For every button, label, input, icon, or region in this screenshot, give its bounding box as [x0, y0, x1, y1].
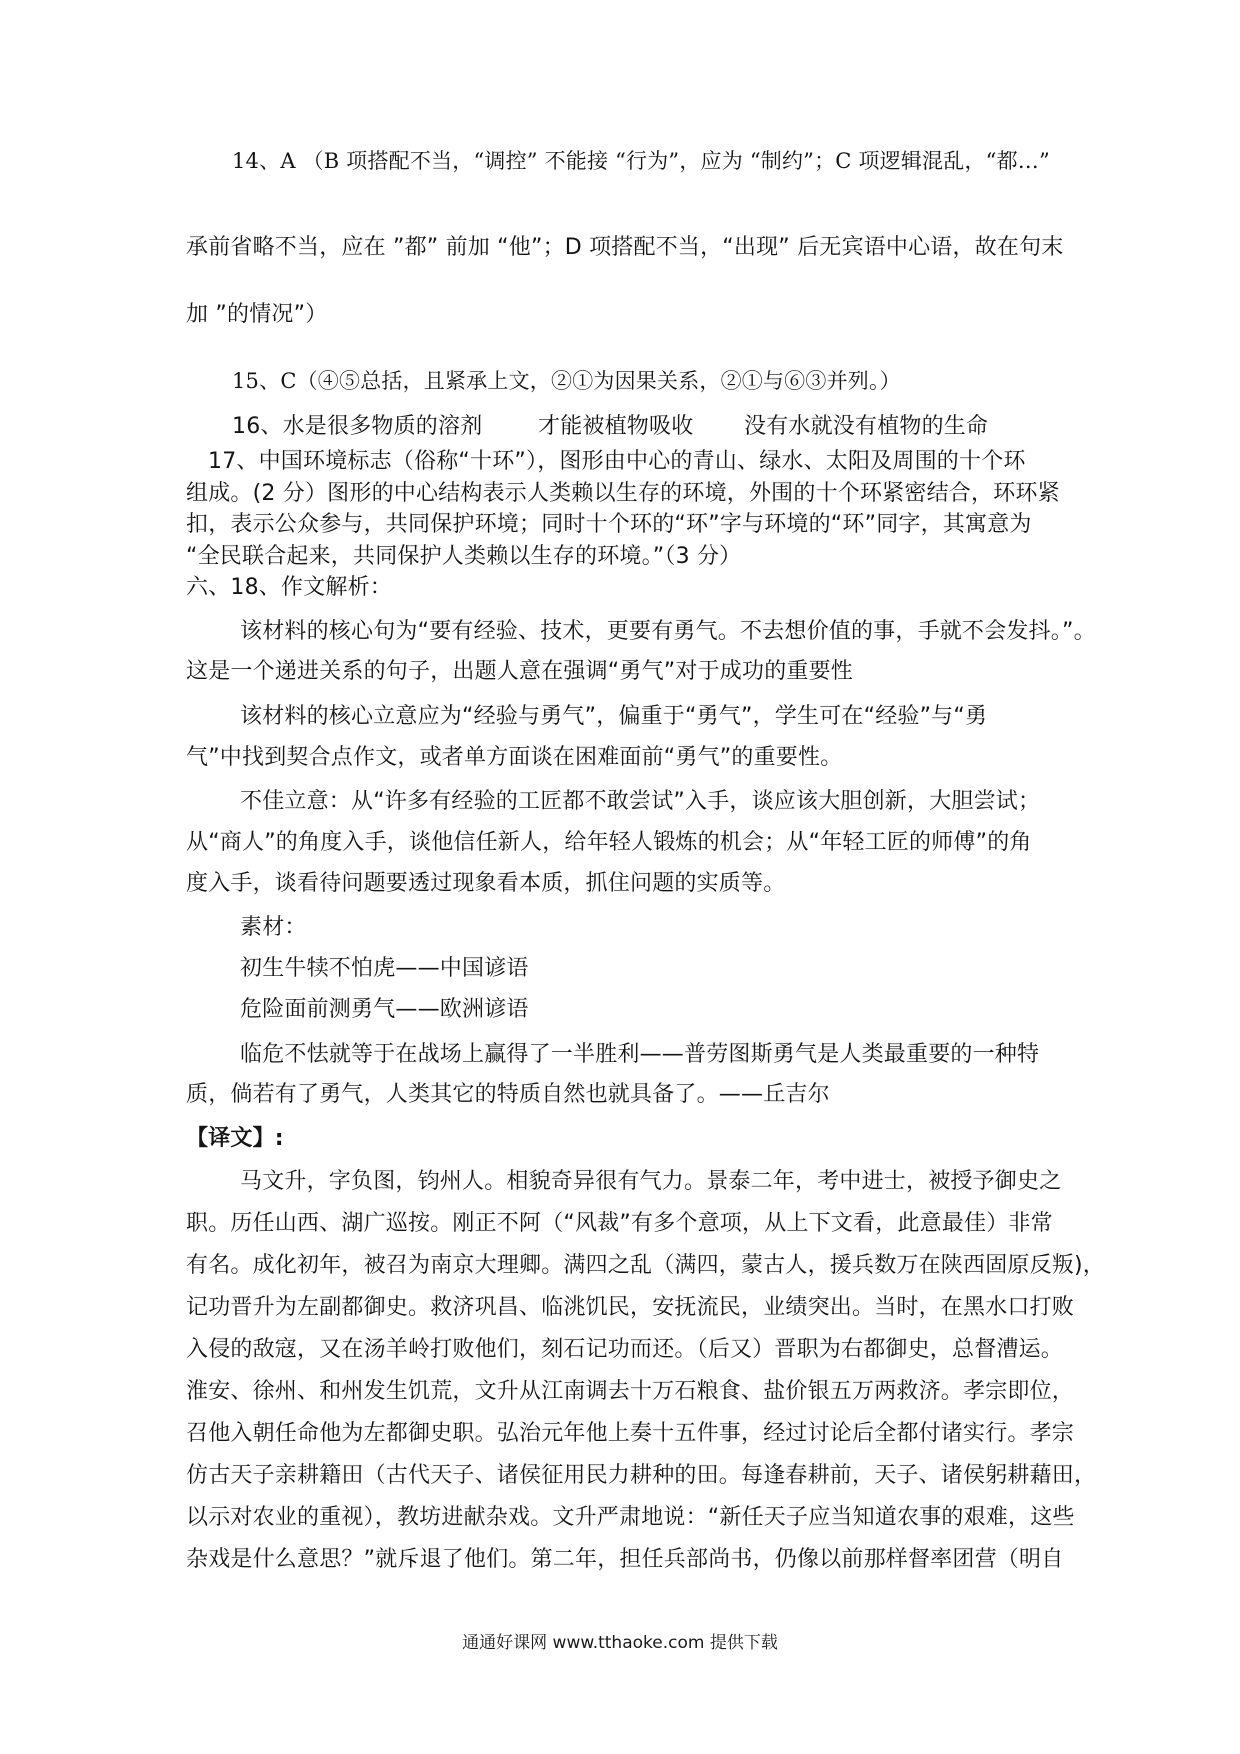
- q18-p3-line-1: 不佳立意：从“许多有经验的工匠都不敢尝试”入手，谈应该大胆创新，大胆尝试；: [240, 789, 1041, 814]
- page-footer: 通通好课网 www.tthaoke.com 提供下载: [462, 1633, 778, 1653]
- q15-line-1: 15、C（④⑤总括，且紧承上文，②①为因果关系，②①与⑥③并列。）: [232, 369, 901, 393]
- q16-part-2: 才能被植物吸收: [538, 414, 694, 439]
- translation-line: 入侵的敌寇，又在汤羊岭打败他们，刻石记功而还。（后又）晋职为右都御史，总督漕运。: [186, 1337, 1064, 1362]
- q17-line-3: 扣，表示公众参与，共同保护环境；同时十个环的“环”字与环境的“环”同字，其寓意为: [186, 512, 1032, 537]
- q18-material-3-line-2: 质，倘若有了勇气，人类其它的特质自然也就具备了。——丘吉尔: [186, 1082, 830, 1107]
- q18-p3-line-2: 从“商人”的角度入手，谈他信任新人，给年轻人锻炼的机会；从“年轻工匠的师傅”的角: [186, 830, 1032, 855]
- q16-part-1: 16、水是很多物质的溶剂: [232, 414, 483, 439]
- q18-p1-line-2: 这是一个递进关系的句子，出题人意在强调“勇气”对于成功的重要性: [186, 659, 853, 684]
- q14-line-1: 14、A （B 项搭配不当，“调控” 不能接 “行为”，应为 “制约”；C 项逻辑混乱，“都…”: [232, 149, 1050, 173]
- q17-line-1: 17、中国环境标志（俗称“十环”），图形由中心的青山、绿水、太阳及周围的十个环: [208, 449, 1026, 474]
- translation-line: 有名。成化初年，被召为南京大理卿。满四之乱（满四，蒙古人，援兵数万在陕西固原反叛)，: [186, 1253, 1105, 1278]
- translation-line: 记功晋升为左副都御史。救济巩昌、临洮饥民，安抚流民，业绩突出。当时，在黑水口打败: [186, 1295, 1075, 1320]
- q18-material-1: 初生牛犊不怕虎——中国谚语: [240, 956, 529, 981]
- q14-line-3: 加 ”的情况”）: [186, 302, 328, 327]
- q18-p3-line-3: 度入手，谈看待问题要透过现象看本质，抓住问题的实质等。: [186, 871, 786, 896]
- translation-line: 仿古天子亲耕籍田（古代天子、诸侯征用民力耕种的田。每逢春耕前，天子、诸侯躬耕藉田，: [186, 1463, 1097, 1488]
- translation-line: 召他入朝任命他为左都御史职。弘治元年他上奏十五件事，经过讨论后全都付诸实行。孝宗: [186, 1421, 1075, 1446]
- translation-line: 淮安、徐州、和州发生饥荒，文升从江南调去十万石粮食、盐价银五万两救济。孝宗即位，: [186, 1379, 1075, 1404]
- q18-p1-line-1: 该材料的核心句为“要有经验、技术，更要有勇气。不去想价值的事，手就不会发抖。”。: [240, 619, 1096, 644]
- q18-material-label: 素材：: [240, 915, 307, 940]
- q18-heading: 六、18、作文解析：: [186, 575, 392, 600]
- translation-line: 杂戏是什么意思？”就斥退了他们。第二年，担任兵部尚书，仍像以前那样督率团营（明自: [186, 1547, 1064, 1572]
- q17-line-2: 组成。(2 分）图形的中心结构表示人类赖以生存的环境，外围的十个环紧密结合，环环紧: [186, 481, 1060, 506]
- translation-line: 以示对农业的重视），教坊进献杂戏。文升严肃地说：“新任天子应当知道农事的艰难，这些: [186, 1505, 1075, 1530]
- translation-line: 马文升，字负图，钧州人。相貌奇异很有气力。景泰二年，考中进士，被授予御史之: [240, 1169, 1062, 1194]
- q14-line-2: 承前省略不当，应在 ”都” 前加 “他”；D 项搭配不当，“出现” 后无宾语中心语，故在句末: [186, 235, 1064, 260]
- q18-p2-line-1: 该材料的核心立意应为“经验与勇气”，偏重于“勇气”，学生可在“经验”与“勇: [240, 704, 988, 729]
- q16-part-3: 没有水就没有植物的生命: [744, 414, 989, 439]
- q18-material-2: 危险面前测勇气——欧洲谚语: [240, 997, 529, 1022]
- q17-line-4: “全民联合起来，共同保护人类赖以生存的环境。”（3 分）: [186, 544, 742, 569]
- q18-material-3-line-1: 临危不怯就等于在战场上赢得了一半胜利——普劳图斯勇气是人类最重要的一种特: [240, 1042, 1040, 1067]
- translation-heading: 【译文】:: [186, 1126, 284, 1151]
- q18-p2-line-2: 气”中找到契合点作文，或者单方面谈在困难面前“勇气”的重要性。: [186, 745, 843, 770]
- translation-line: 职。历任山西、湖广巡按。刚正不阿（“风裁”有多个意项，从上下文看，此意最佳）非常: [186, 1211, 1053, 1236]
